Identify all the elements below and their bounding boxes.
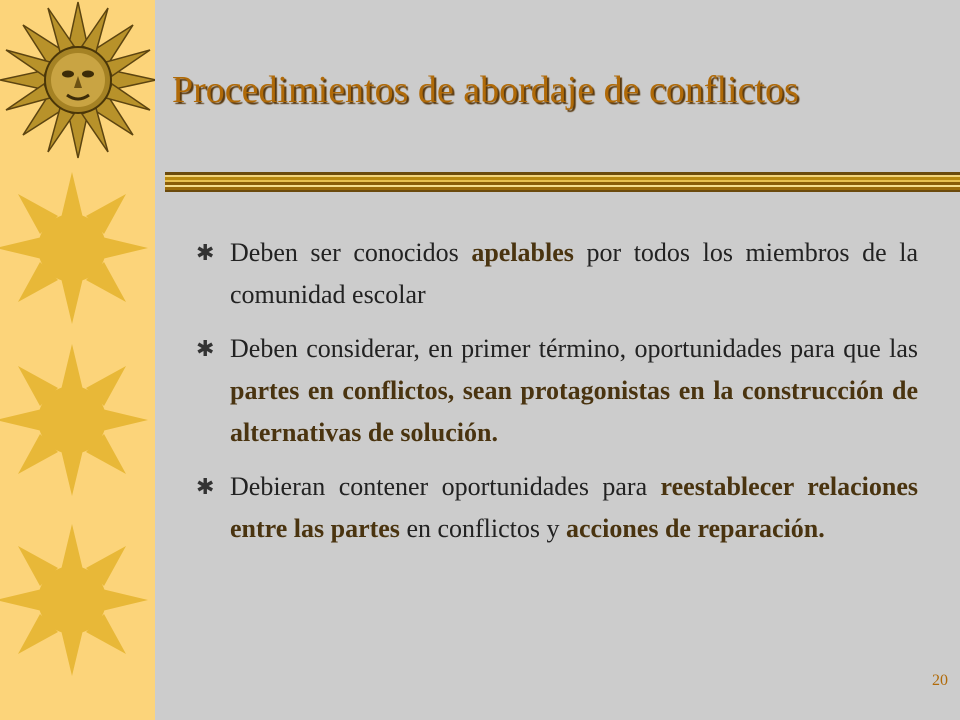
bullet-text: Deben ser conocidos — [230, 238, 472, 267]
bullet-item — [196, 232, 918, 316]
asterisk-star-icon: ✱ — [196, 474, 215, 499]
bullet-emphasis: apelables — [471, 238, 574, 267]
sun-icon — [0, 172, 148, 324]
slide-title: Procedimientos de abordaje de conflictos — [172, 69, 799, 111]
asterisk-star-icon: ✱ — [196, 336, 215, 361]
bullet-text: por todos los miembros de la comunidad escolar — [230, 238, 918, 309]
asterisk-star-icon: ✱ — [196, 240, 215, 265]
title-divider — [165, 172, 960, 192]
bullet-emphasis: acciones de reparación. — [566, 514, 825, 543]
bullet-list — [196, 232, 918, 562]
sun-icon — [0, 344, 148, 496]
bullet-item — [196, 466, 918, 550]
bullet-item — [196, 328, 918, 454]
bullet-text: Debieran contener oportunidades para — [230, 472, 661, 501]
sun-icon — [0, 524, 148, 676]
bullet-emphasis: reestablecer relaciones entre las partes — [230, 472, 918, 543]
bullet-emphasis: partes en conflictos, sean protagonistas en la construcción de alternativas de solución. — [230, 376, 918, 447]
sun-decorations — [0, 0, 155, 720]
page-number: 20 — [932, 672, 948, 689]
bullet-text: en conflictos y — [399, 514, 567, 543]
sidebar-decoration — [0, 0, 155, 720]
gold-sun-face-icon — [0, 2, 155, 158]
bullet-text: Deben considerar, en primer término, oportunidades para que las — [230, 334, 918, 363]
